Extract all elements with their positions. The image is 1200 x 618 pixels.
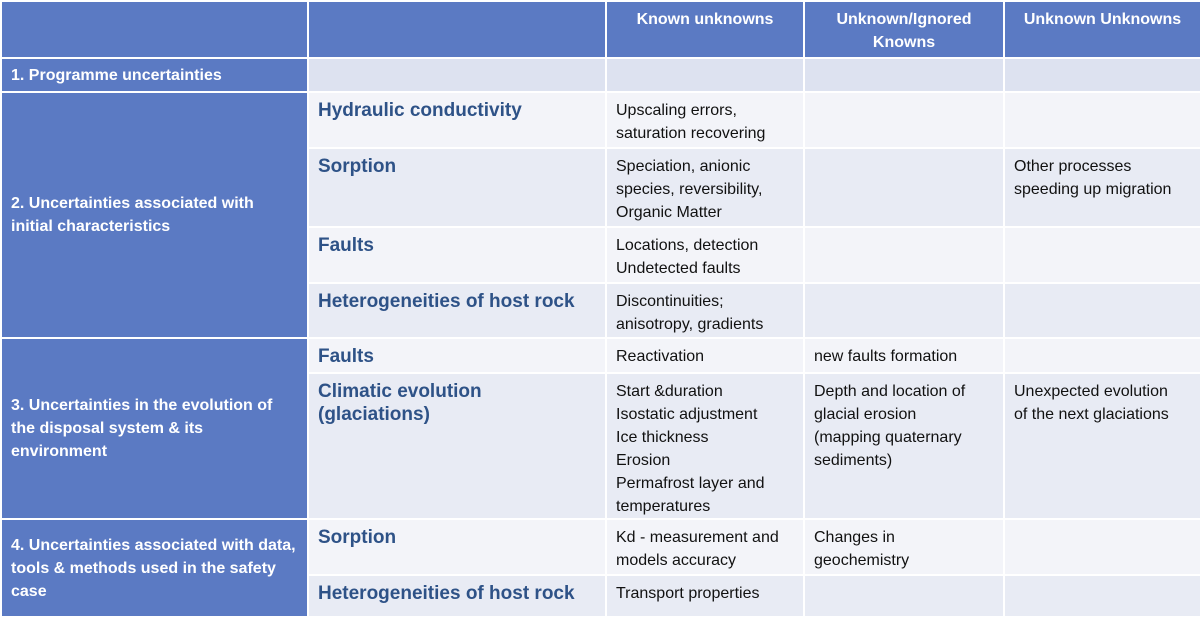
- subject-cell: Faults: [308, 338, 606, 373]
- header-unknown-ignored-knowns: Unknown/Ignored Knowns: [804, 1, 1004, 58]
- group-label-data-tools-methods: 4. Uncertainties associated with data, tools & methods used in the safety case: [1, 519, 308, 617]
- header-row: [1, 1, 1200, 58]
- unknown-ignored-knowns-cell: [804, 575, 1004, 617]
- unknown-unknowns-cell: [1004, 283, 1200, 338]
- known-unknowns-cell: Locations, detection Undetected faults: [606, 227, 804, 283]
- unknown-ignored-knowns-cell: Changes in geochemistry: [804, 519, 1004, 575]
- known-unknowns-cell-empty: [606, 58, 804, 92]
- header-unknown-unknowns: Unknown Unknowns: [1004, 1, 1200, 58]
- subject-cell: Heterogeneities of host rock: [308, 575, 606, 617]
- unknown-unknowns-cell-empty: [1004, 58, 1200, 92]
- table-row: [1, 519, 1200, 575]
- unknown-unknowns-cell: [1004, 92, 1200, 148]
- table-row: [1, 338, 1200, 373]
- unknown-unknowns-cell: Unexpected evolution of the next glaciations: [1004, 373, 1200, 519]
- subject-cell: Climatic evolution (glaciations): [308, 373, 606, 519]
- known-unknowns-cell: Discontinuities; anisotropy, gradients: [606, 283, 804, 338]
- subject-cell: Hydraulic conductivity: [308, 92, 606, 148]
- unknown-unknowns-cell: [1004, 338, 1200, 373]
- subject-cell: Sorption: [308, 519, 606, 575]
- unknown-ignored-knowns-cell: new faults formation: [804, 338, 1004, 373]
- known-unknowns-cell: Start &duration Isostatic adjustment Ice thickness Erosion Permafrost layer and temperatures: [606, 373, 804, 519]
- group-label-programme: 1. Programme uncertainties: [1, 58, 308, 92]
- group-label-evolution: 3. Uncertainties in the evolution of the disposal system & its environment: [1, 338, 308, 519]
- unknown-unknowns-cell: [1004, 519, 1200, 575]
- header-known-unknowns: Known unknowns: [606, 1, 804, 58]
- unknown-unknowns-cell: [1004, 575, 1200, 617]
- table-row: [1, 92, 1200, 148]
- known-unknowns-cell: Speciation, anionic species, reversibility, Organic Matter: [606, 148, 804, 227]
- unknown-ignored-knowns-cell: [804, 148, 1004, 227]
- table-row: [1, 58, 1200, 92]
- known-unknowns-cell: Reactivation: [606, 338, 804, 373]
- known-unknowns-cell: Kd - measurement and models accuracy: [606, 519, 804, 575]
- subject-cell: Faults: [308, 227, 606, 283]
- group-label-initial-characteristics: 2. Uncertainties associated with initial characteristics: [1, 92, 308, 338]
- header-cell-category: [1, 1, 308, 58]
- known-unknowns-cell: Upscaling errors, saturation recovering: [606, 92, 804, 148]
- unknown-ignored-knowns-cell-empty: [804, 58, 1004, 92]
- subject-cell-empty: [308, 58, 606, 92]
- unknown-ignored-knowns-cell: [804, 92, 1004, 148]
- subject-cell: Heterogeneities of host rock: [308, 283, 606, 338]
- unknown-ignored-knowns-cell: Depth and location of glacial erosion (mapping quaternary sediments): [804, 373, 1004, 519]
- subject-cell: Sorption: [308, 148, 606, 227]
- unknown-ignored-knowns-cell: [804, 227, 1004, 283]
- unknown-unknowns-cell: [1004, 227, 1200, 283]
- unknown-unknowns-cell: Other processes speeding up migration: [1004, 148, 1200, 227]
- unknown-ignored-knowns-cell: [804, 283, 1004, 338]
- known-unknowns-cell: Transport properties: [606, 575, 804, 617]
- header-cell-subject: [308, 1, 606, 58]
